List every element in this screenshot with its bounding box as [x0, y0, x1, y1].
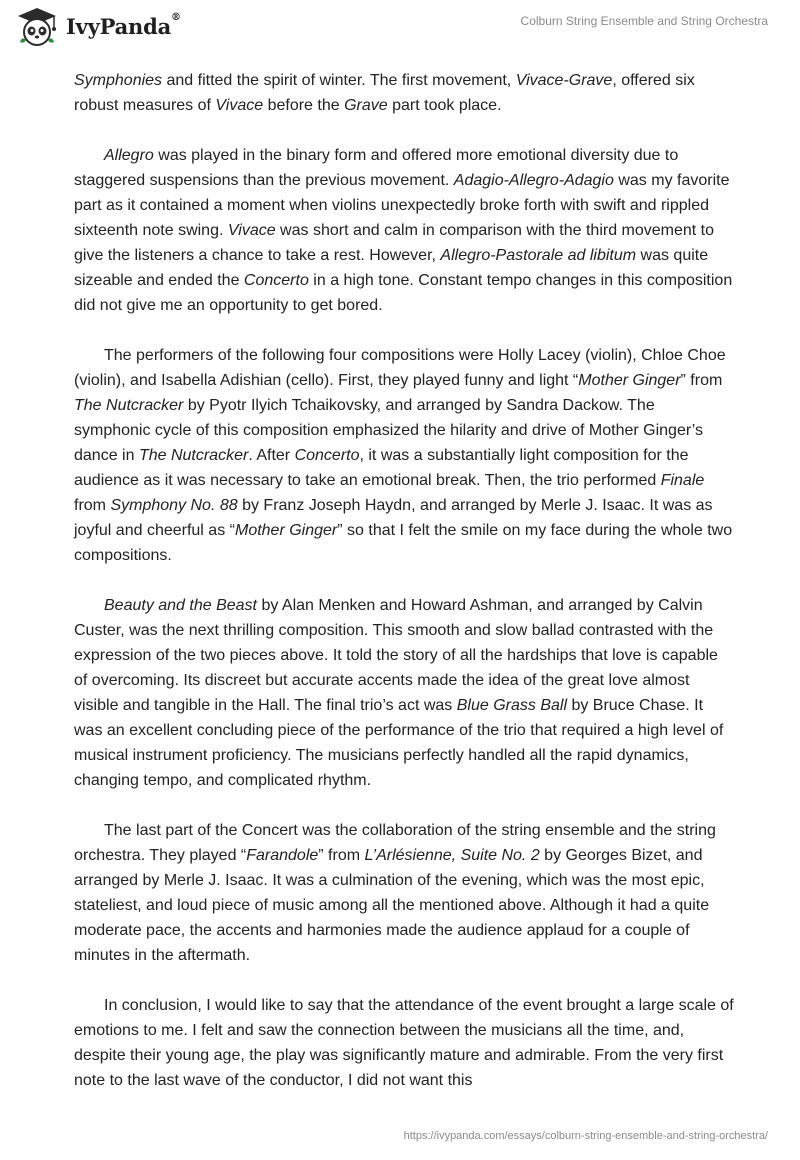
- italic-title: The Nutcracker: [138, 447, 249, 464]
- text-run: was short and calm in comparison with the third movement to give the listeners a chance to take a rest. However,: [74, 222, 715, 264]
- italic-title: Mother Ginger: [578, 372, 681, 389]
- italic-title: Allegro-Pastorale ad libitum: [440, 247, 637, 264]
- ivypanda-logo[interactable]: [14, 6, 181, 46]
- text-run: was played in the binary form and offered more emotional diversity due to staggered suspensions than the previous movement.: [74, 147, 679, 189]
- text-run: by Franz Joseph Haydn, and arranged by Merle J. Isaac. It was as joyful and cheerful as “: [74, 497, 713, 539]
- italic-title: Allegro: [104, 147, 154, 164]
- text-run: In conclusion, I would like to say that the attendance of the event brought a large scale of emotions to me. I felt and saw the connection between the musicians all the time, and, despite their young age, the play was significantly mature and admirable. From the very first note to the last wave of the conductor, I did not want this: [74, 997, 734, 1089]
- italic-title: Concerto: [243, 272, 309, 289]
- text-run: by Pyotr Ilyich Tchaikovsky, and arranged by Sandra Dackow. The symphonic cycle of this composition emphasized the hilarity and drive of Mother Ginger’s dance in: [74, 397, 704, 464]
- italic-title: Beauty and the Beast: [104, 597, 257, 614]
- text-run: ” from: [680, 372, 723, 389]
- text-run: in a high tone. Constant tempo changes in this composition did not give me an opportunity to get bored.: [74, 272, 733, 314]
- text-run: . After: [248, 447, 295, 464]
- italic-title: Finale: [660, 472, 705, 489]
- italic-title: Symphonies: [74, 72, 163, 89]
- text-run: , it was a substantially light composition for the audience as it was necessary to take an emotional break. Then, the trio performed: [74, 447, 689, 489]
- essay-paragraph: [74, 593, 734, 793]
- italic-title: L’Arlésienne, Suite No. 2: [364, 847, 540, 864]
- essay-paragraph: [74, 343, 734, 568]
- italic-title: Adagio-Allegro-Adagio: [453, 172, 614, 189]
- brand-name: IvyPanda®: [66, 11, 181, 39]
- italic-title: Farandole: [246, 847, 319, 864]
- text-run: ” from: [318, 847, 365, 864]
- text-run: before the: [263, 97, 345, 114]
- essay-paragraph: [74, 993, 734, 1093]
- text-run: was my favorite part as it contained a moment when violins unexpectedly broke forth with swift and rippled sixteenth note swing.: [74, 172, 730, 239]
- text-run: ” so that I felt the smile on my face during the whole two compositions.: [74, 522, 733, 564]
- text-run: The performers of the following four compositions were Holly Lacey (violin), Chloe Choe (violin), and Isabella Adishian (cello). First, they played funny and light “: [74, 347, 726, 389]
- italic-title: Vivace: [227, 222, 276, 239]
- essay-body: [74, 68, 734, 1118]
- panda-graduate-icon: [14, 6, 60, 46]
- text-run: by Georges Bizet, and arranged by Merle J. Isaac. It was a culmination of the evening, which was the most epic, stateliest, and loud piece of music among all the mentioned above. Although it had a quite moderate pace, the accents and harmonies made the audience applaud for a couple of minutes in the aftermath.: [74, 847, 710, 964]
- italic-title: Grave: [344, 97, 388, 114]
- essay-paragraph: [74, 68, 734, 118]
- document-title: Colburn String Ensemble and String Orchestra: [520, 14, 768, 28]
- text-run: , offered six robust measures of: [74, 72, 695, 114]
- italic-title: Symphony No. 88: [110, 497, 238, 514]
- essay-paragraph: [74, 818, 734, 968]
- italic-title: Vivace: [215, 97, 264, 114]
- text-run: The last part of the Concert was the collaboration of the string ensemble and the string orchestra. They played “: [74, 822, 716, 864]
- text-run: by Bruce Chase. It was an excellent concluding piece of the performance of the trio that required a high level of musical instrument proficiency. The musicians perfectly handled all the rapid dynamics, changing tempo, and complicated rhythm.: [74, 697, 724, 789]
- essay-paragraph: [74, 143, 734, 318]
- italic-title: Mother Ginger: [234, 522, 338, 539]
- text-run: and fitted the spirit of winter. The first movement,: [162, 72, 516, 89]
- italic-title: Blue Grass Ball: [456, 697, 567, 714]
- page-header: [0, 0, 800, 64]
- text-run: part took place.: [387, 97, 502, 114]
- text-run: by Alan Menken and Howard Ashman, and arranged by Calvin Custer, was the next thrilling composition. This smooth and slow ballad contrasted with the expression of the two pieces above. It told the story of all the hardships that love is capable of overcoming. Its discreet but accurate accents made the idea of the great love almost visible and tangible in the Hall. The final trio’s act was: [74, 597, 718, 714]
- italic-title: Concerto: [294, 447, 360, 464]
- page-url[interactable]: https://ivypanda.com/essays/colburn-string-ensemble-and-string-orchestra/: [403, 1130, 768, 1142]
- italic-title: Vivace-Grave: [515, 72, 613, 89]
- text-run: from: [74, 497, 111, 514]
- italic-title: The Nutcracker: [74, 397, 184, 414]
- text-run: was quite sizeable and ended the: [74, 247, 709, 289]
